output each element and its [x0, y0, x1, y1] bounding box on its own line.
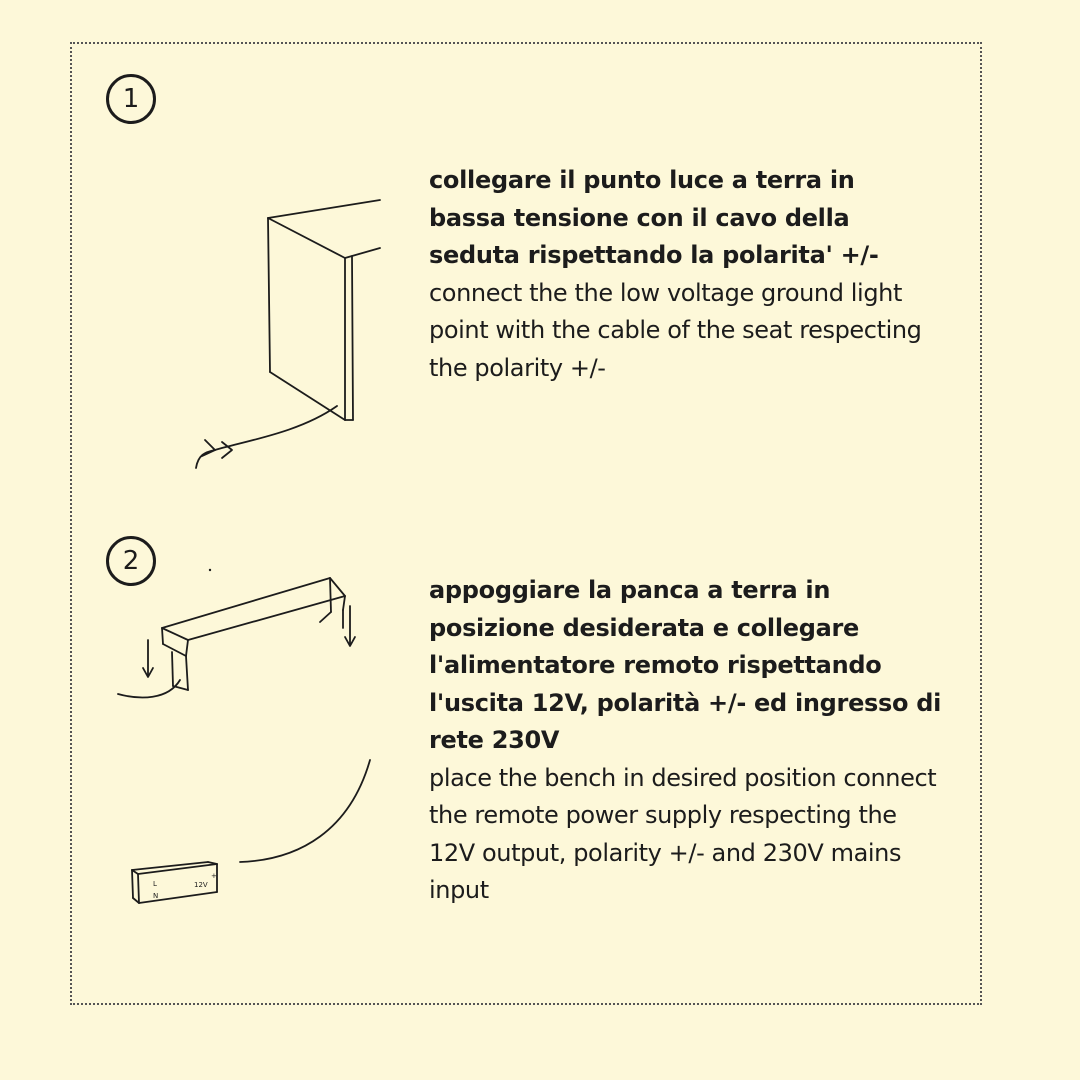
step-2-number: 2	[106, 536, 156, 586]
speck	[209, 569, 211, 571]
power-supply-output-label: 12V	[194, 881, 208, 889]
step-1-text	[429, 162, 969, 387]
seat-corner-illustration	[196, 200, 380, 468]
step-1-english-text: connect the the low voltage ground light point with the cable of the seat respecting the polarity +/-	[429, 278, 922, 382]
bench-illustration	[118, 578, 370, 903]
power-supply-n-label: N	[153, 892, 159, 900]
step-1-italian-text: collegare il punto luce a terra in bassa tensione con il cavo della seduta rispettando la polarita' +/-	[429, 166, 879, 269]
step-2-text	[429, 572, 969, 910]
power-supply-l-label: L	[153, 880, 157, 888]
power-supply-sign-label: +	[211, 872, 217, 880]
step-2-italian-text: appoggiare la panca a terra in posizione desiderata e collegare l'alimentatore remoto rispettando l'uscita 12V, polarità +/- ed ingresso di rete 230V	[429, 576, 942, 754]
step-2-english-text: place the bench in desired position connect the remote power supply respecting the 12V output, polarity +/- and 230V mains input	[429, 763, 937, 904]
step-1-number: 1	[106, 74, 156, 124]
